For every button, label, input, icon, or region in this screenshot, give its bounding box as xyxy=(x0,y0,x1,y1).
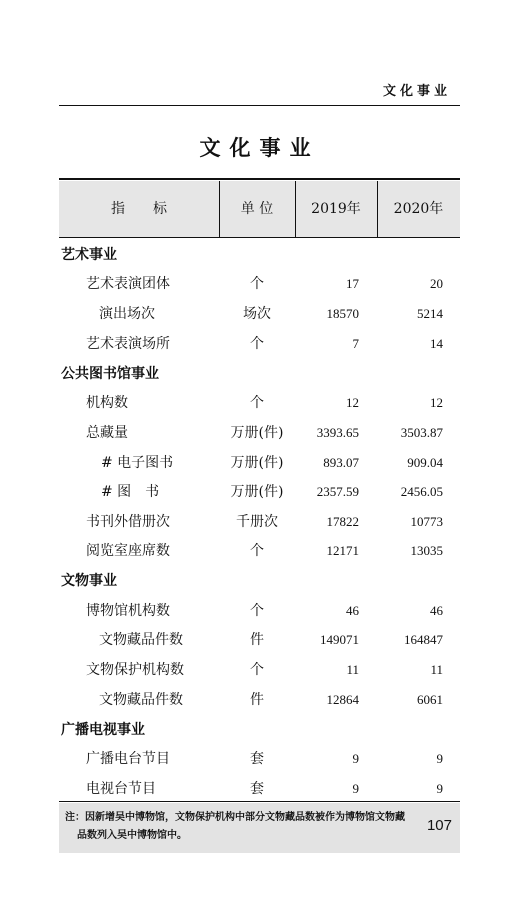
table-row xyxy=(59,332,460,356)
header-year-2019: 2019年 xyxy=(311,201,361,217)
indicator-name: # 图 书 xyxy=(101,484,160,500)
indicator-name: 总藏量 xyxy=(86,425,128,441)
unit-cell: 个 xyxy=(250,603,264,619)
section-label: 公共图书馆事业 xyxy=(61,366,159,382)
indicator-name: 电视台节目 xyxy=(86,781,156,797)
indicator-name: 文物藏品件数 xyxy=(99,632,183,648)
unit-cell: 个 xyxy=(250,336,264,352)
value-2020: 46 xyxy=(430,603,443,618)
footnote xyxy=(59,803,460,853)
header-year-2020: 2020年 xyxy=(393,201,444,217)
header-rule xyxy=(59,105,460,106)
section-heading xyxy=(59,718,460,742)
table-row xyxy=(59,777,460,801)
table-row xyxy=(59,747,460,771)
value-2019: 11 xyxy=(346,662,359,677)
footnote-line-2: 品数列入吴中博物馆中。 xyxy=(77,830,187,841)
header-unit: 单 位 xyxy=(240,201,274,217)
table-row xyxy=(59,302,460,326)
unit-cell: 万册(件) xyxy=(230,484,284,500)
unit-cell: 套 xyxy=(250,751,264,767)
header-indicator: 指 标 xyxy=(111,201,167,217)
value-2020: 3503.87 xyxy=(400,425,443,440)
section-label: 艺术事业 xyxy=(61,247,117,263)
table-row xyxy=(59,391,460,415)
table-row xyxy=(59,688,460,712)
value-2020: 12 xyxy=(430,395,443,410)
value-2019: 7 xyxy=(352,336,359,351)
value-2019: 893.07 xyxy=(323,455,359,470)
value-2020: 11 xyxy=(430,662,443,677)
page-number: 107 xyxy=(426,817,452,834)
indicator-name: 机构数 xyxy=(86,395,128,411)
section-heading xyxy=(59,243,460,267)
indicator-name: 阅览室座席数 xyxy=(86,543,170,559)
indicator-name: # 电子图书 xyxy=(101,455,174,471)
value-2019: 2357.59 xyxy=(316,484,359,499)
table-row xyxy=(59,539,460,563)
unit-cell: 套 xyxy=(250,781,264,797)
unit-cell: 万册(件) xyxy=(230,425,284,441)
indicator-name: 艺术表演团体 xyxy=(86,276,170,292)
table-row xyxy=(59,451,460,475)
value-2020: 9 xyxy=(436,781,443,796)
unit-cell: 件 xyxy=(250,632,264,648)
value-2019: 12171 xyxy=(326,543,359,558)
indicator-name: 广播电台节目 xyxy=(86,751,170,767)
unit-cell: 件 xyxy=(250,692,264,708)
value-2019: 149071 xyxy=(320,632,359,647)
section-heading xyxy=(59,362,460,386)
indicator-name: 艺术表演场所 xyxy=(86,336,170,352)
table-row xyxy=(59,272,460,296)
section-label: 广播电视事业 xyxy=(61,722,145,738)
table-row xyxy=(59,599,460,623)
value-2020: 20 xyxy=(430,276,443,291)
indicator-name: 文物保护机构数 xyxy=(86,662,184,678)
unit-cell: 个 xyxy=(250,543,264,559)
indicator-name: 文物藏品件数 xyxy=(99,692,183,708)
value-2019: 9 xyxy=(352,781,359,796)
table-row xyxy=(59,658,460,682)
table-row xyxy=(59,480,460,504)
value-2020: 14 xyxy=(430,336,443,351)
value-2020: 164847 xyxy=(404,632,443,647)
value-2020: 6061 xyxy=(417,692,443,707)
value-2019: 46 xyxy=(346,603,359,618)
value-2020: 13035 xyxy=(410,543,443,558)
value-2019: 9 xyxy=(352,751,359,766)
page-title: 文化事业 xyxy=(199,135,320,160)
value-2019: 17822 xyxy=(326,514,359,529)
value-2020: 2456.05 xyxy=(400,484,443,499)
table-row xyxy=(59,510,460,534)
section-label: 文物事业 xyxy=(61,573,117,589)
table-row xyxy=(59,628,460,652)
table-top-rule xyxy=(59,178,460,180)
section-heading xyxy=(59,569,460,593)
running-head: 文化事业 xyxy=(382,84,451,99)
unit-cell: 个 xyxy=(250,276,264,292)
indicator-name: 演出场次 xyxy=(99,306,155,322)
value-2019: 12 xyxy=(346,395,359,410)
unit-cell: 个 xyxy=(250,662,264,678)
value-2019: 17 xyxy=(346,276,359,291)
unit-cell: 个 xyxy=(250,395,264,411)
table-header xyxy=(59,181,460,238)
value-2020: 9 xyxy=(436,751,443,766)
value-2020: 10773 xyxy=(410,514,443,529)
unit-cell: 场次 xyxy=(243,306,271,322)
table-bottom-rule xyxy=(59,801,460,802)
value-2019: 3393.65 xyxy=(316,425,359,440)
value-2019: 18570 xyxy=(326,306,359,321)
table-row xyxy=(59,421,460,445)
unit-cell: 万册(件) xyxy=(230,455,284,471)
unit-cell: 千册次 xyxy=(236,514,278,530)
value-2019: 12864 xyxy=(326,692,359,707)
footnote-line-1: 注：因新增吴中博物馆，文物保护机构中部分文物藏品数被作为博物馆文物藏 xyxy=(65,812,405,823)
value-2020: 909.04 xyxy=(407,455,443,470)
indicator-name: 博物馆机构数 xyxy=(86,603,170,619)
value-2020: 5214 xyxy=(417,306,443,321)
indicator-name: 书刊外借册次 xyxy=(86,514,170,530)
